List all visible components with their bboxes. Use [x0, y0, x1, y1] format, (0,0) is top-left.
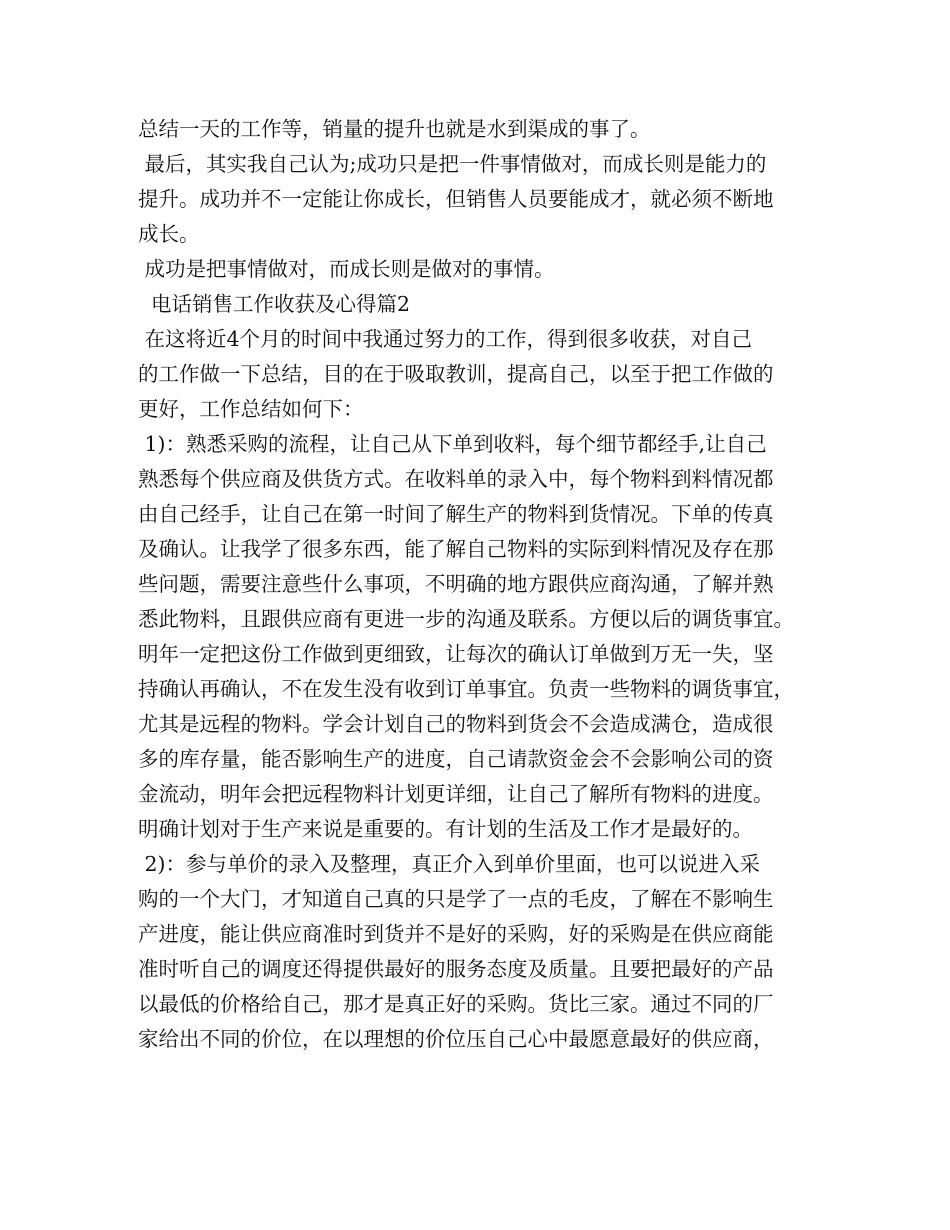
text-line: 最后，其实我自己认为;成功只是把一件事情做对，而成长则是能力的	[138, 152, 767, 176]
text-line: 产进度，能让供应商准时到货并不是好的采购，好的采购是在供应商能	[138, 922, 774, 946]
text-line: 悉此物料，且跟供应商有更进一步的沟通及联系。方便以后的调货事宜。	[138, 607, 794, 631]
document-body	[138, 112, 828, 1057]
text-line: 些问题，需要注意些什么事项，不明确的地方跟供应商沟通，了解并熟	[138, 572, 774, 596]
section-heading: 电话销售工作收获及心得篇2	[138, 292, 411, 316]
text-line: 多的库存量，能否影响生产的进度，自己请款资金会不会影响公司的资	[138, 747, 774, 771]
text-line: 熟悉每个供应商及供货方式。在收料单的录入中，每个物料到料情况都	[138, 467, 774, 491]
text-line: 家给出不同的价位，在以理想的价位压自己心中最愿意最好的供应商，	[138, 1027, 774, 1051]
text-line: 更好，工作总结如何下：	[138, 397, 364, 421]
text-line: 以最低的价格给自己，那才是真正好的采购。货比三家。通过不同的厂	[138, 992, 774, 1016]
text-line: 明年一定把这份工作做到更细致，让每次的确认订单做到万无一失，坚	[138, 642, 774, 666]
text-line: 明确计划对于生产来说是重要的。有计划的生活及工作才是最好的。	[138, 817, 753, 841]
text-line: 成功是把事情做对，而成长则是做对的事情。	[138, 257, 555, 281]
text-line: 由自己经手，让自己在第一时间了解生产的物料到货情况。下单的传真	[138, 502, 774, 526]
text-line: 尤其是远程的物料。学会计划自己的物料到货会不会造成满仓，造成很	[138, 712, 774, 736]
text-line: 购的一个大门，才知道自己真的只是学了一点的毛皮，了解在不影响生	[138, 887, 774, 911]
text-line: 准时听自己的调度还得提供最好的服务态度及质量。且要把最好的产品	[138, 957, 774, 981]
text-line: 提升。成功并不一定能让你成长，但销售人员要能成才，就必须不断地	[138, 187, 774, 211]
text-line: 在这将近4个月的时间中我通过努力的工作，得到很多收获，对自己	[138, 327, 753, 351]
text-line: 成长。	[138, 222, 200, 246]
text-line: 2)：参与单价的录入及整理，真正介入到单价里面，也可以说进入采	[138, 852, 761, 876]
text-line: 总结一天的工作等，销量的提升也就是水到渠成的事了。	[138, 117, 651, 141]
text-line: 1)：熟悉采购的流程，让自己从下单到收料，每个细节都经手,让自己	[138, 432, 767, 456]
text-line: 及确认。让我学了很多东西，能了解自己物料的实际到料情况及存在那	[138, 537, 774, 561]
text-line: 的工作做一下总结，目的在于吸取教训，提高自己，以至于把工作做的	[138, 362, 774, 386]
text-line: 持确认再确认，不在发生没有收到订单事宜。负责一些物料的调货事宜，	[138, 677, 794, 701]
text-line: 金流动，明年会把远程物料计划更详细，让自己了解所有物料的进度。	[138, 782, 774, 806]
